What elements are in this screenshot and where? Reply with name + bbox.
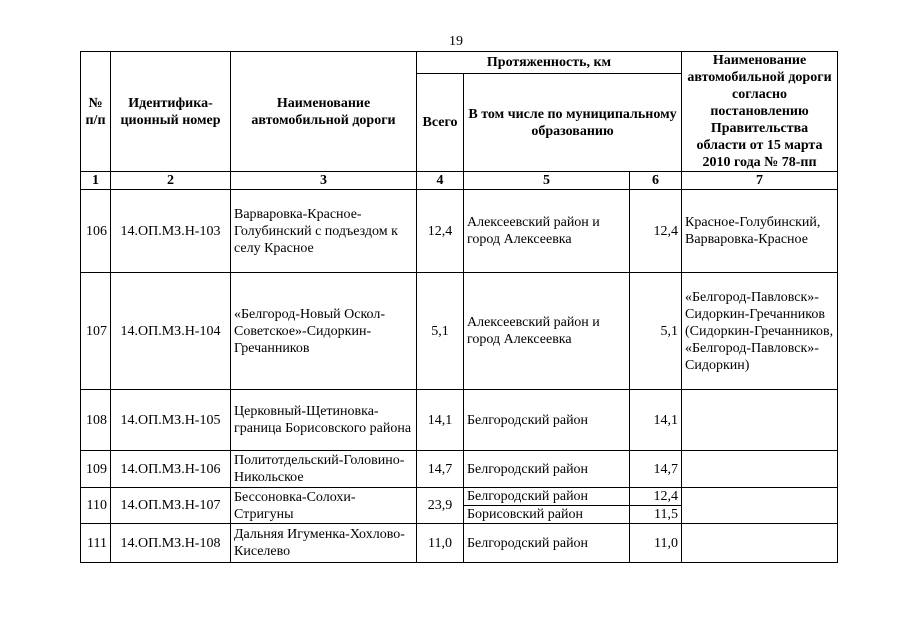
municipality-length: 5,1 [630,273,682,390]
decree-name [682,524,838,563]
decree-name [682,390,838,451]
row-number: 110 [81,488,111,524]
column-number: 6 [630,172,682,190]
length-total: 5,1 [417,273,464,390]
decree-name: «Белгород-Павловск»-Сидоркин-Гречанников (Сидоркин-Гречанников, «Белгород-Павловск»-Сидоркин) [682,273,838,390]
road-id: 14.ОП.МЗ.Н-103 [111,190,231,273]
column-number-row [81,172,838,190]
column-number: 2 [111,172,231,190]
page-number: 19 [449,34,463,49]
header-num: № п/п [81,52,111,172]
decree-name [682,488,838,524]
table-row [81,451,838,488]
header-road-name: Наименование автомобильной дороги [231,52,417,172]
municipality-length: 11,0 [630,524,682,563]
header-municipal: В том числе по муниципальному образованию [464,74,682,172]
length-total: 14,1 [417,390,464,451]
header-id: Идентифика-ционный номер [111,52,231,172]
header-decree-name: Наименование автомобильной дороги согласно постановлению Правительства области от 15 марта 2010 года № 78-пп [682,52,838,172]
row-number: 107 [81,273,111,390]
decree-name: Красное-Голубинский, Варваровка-Красное [682,190,838,273]
municipality-length: 11,5 [630,506,682,524]
road-id: 14.ОП.МЗ.Н-107 [111,488,231,524]
table-row [81,273,838,390]
roads-table [80,51,838,563]
municipality-length: 14,1 [630,390,682,451]
length-total: 11,0 [417,524,464,563]
municipality: Алексеевский район и город Алексеевка [464,190,630,273]
road-id: 14.ОП.МЗ.Н-106 [111,451,231,488]
column-number: 1 [81,172,111,190]
road-name: Церковный-Щетиновка-граница Борисовского района [231,390,417,451]
road-name: Бессоновка-Солохи-Стригуны [231,488,417,524]
municipality: Борисовский район [464,506,630,524]
header-length-group: Протяженность, км [417,52,682,74]
table-row [81,488,838,506]
road-name: Дальняя Игуменка-Хохлово-Киселево [231,524,417,563]
road-id: 14.ОП.МЗ.Н-108 [111,524,231,563]
row-number: 106 [81,190,111,273]
length-total: 14,7 [417,451,464,488]
table-row [81,524,838,563]
road-id: 14.ОП.МЗ.Н-105 [111,390,231,451]
municipality-length: 14,7 [630,451,682,488]
municipality: Алексеевский район и город Алексеевка [464,273,630,390]
decree-name [682,451,838,488]
municipality: Белгородский район [464,488,630,506]
column-number: 7 [682,172,838,190]
column-number: 3 [231,172,417,190]
municipality: Белгородский район [464,451,630,488]
road-id: 14.ОП.МЗ.Н-104 [111,273,231,390]
municipality-length: 12,4 [630,488,682,506]
municipality: Белгородский район [464,524,630,563]
road-name: Варваровка-Красное-Голубинский с подъездом к селу Красное [231,190,417,273]
row-number: 111 [81,524,111,563]
column-number: 4 [417,172,464,190]
table-row [81,390,838,451]
road-name: «Белгород-Новый Оскол-Советское»-Сидоркин-Гречанников [231,273,417,390]
length-total: 12,4 [417,190,464,273]
municipality-length: 12,4 [630,190,682,273]
column-number: 5 [464,172,630,190]
road-name: Политотдельский-Головино-Никольское [231,451,417,488]
header-total: Всего [417,74,464,172]
row-number: 108 [81,390,111,451]
length-total: 23,9 [417,488,464,524]
table-row [81,190,838,273]
row-number: 109 [81,451,111,488]
municipality: Белгородский район [464,390,630,451]
